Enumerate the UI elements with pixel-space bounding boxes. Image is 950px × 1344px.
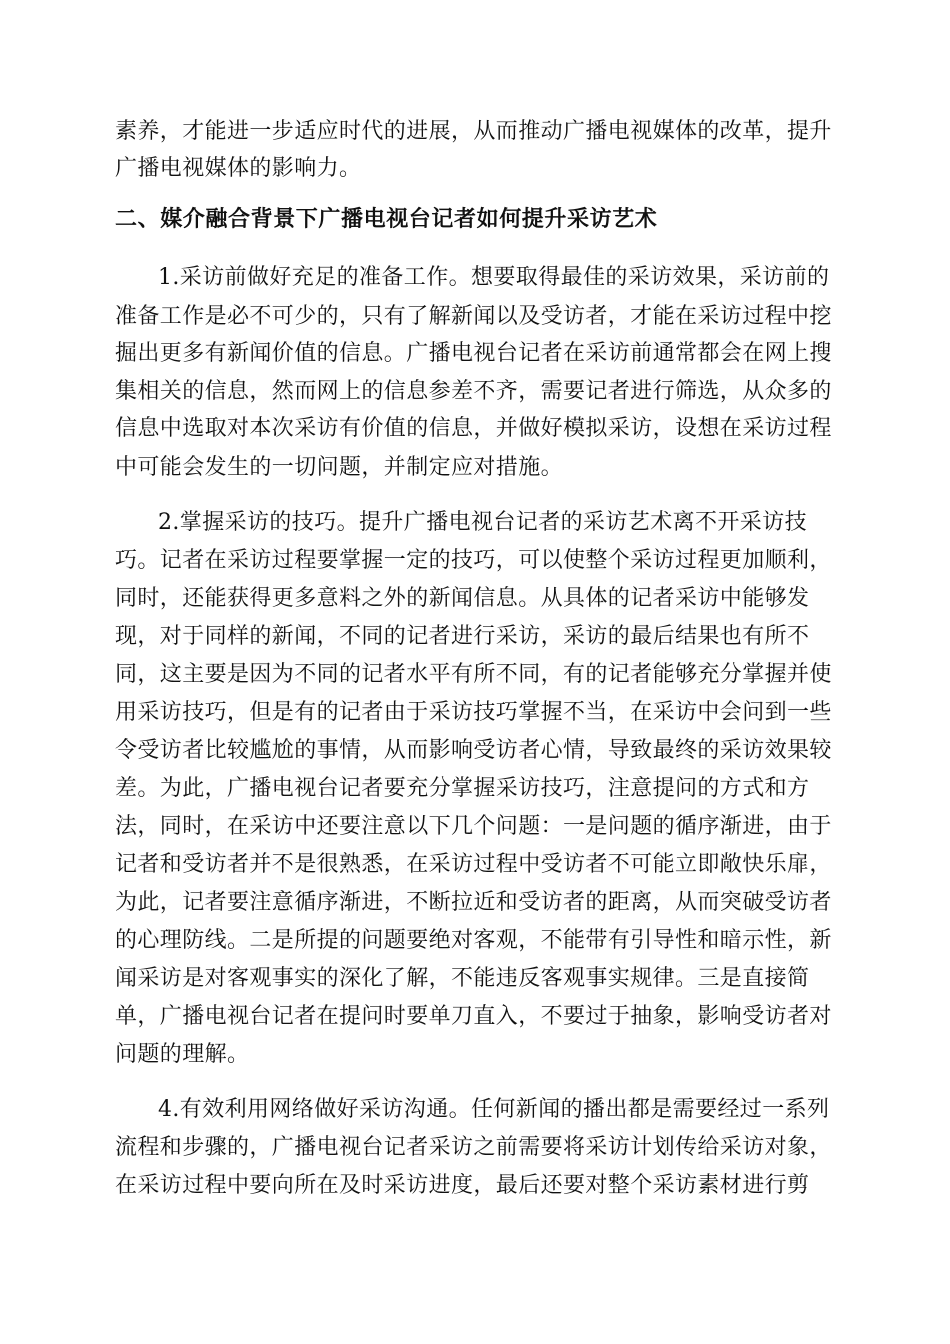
text-line: 现，对于同样的新闻，不同的记者进行采访，采访的最后结果也有所不 [115,624,810,649]
text-line: 同，这主要是因为不同的记者水平有所不同，有的记者能够充分掌握并使 [115,662,832,687]
section-heading: 二、媒介融合背景下广播电视台记者如何提升采访艺术 [115,207,658,232]
text-line: 单，广播电视台记者在提问时要单刀直入，不要过于抽象，影响受访者对 [115,1004,832,1029]
text-line: 信息中选取对本次采访有价值的信息，并做好模拟采访，设想在采访过程 [115,416,832,441]
text-line: 掘出更多有新闻价值的信息。广播电视台记者在采访前通常都会在网上搜 [115,341,832,366]
text-line: 中可能会发生的一切问题，并制定应对措施。 [115,455,564,480]
text-line: 巧。记者在采访过程要掌握一定的技巧，可以使整个采访过程更加顺利， [115,548,832,573]
text-line: 的心理防线。二是所提的问题要绝对客观，不能带有引导性和暗示性，新 [115,928,832,953]
text-line: 广播电视媒体的影响力。 [115,156,362,181]
text-line: 用采访技巧，但是有的记者由于采访技巧掌握不当，在采访中会问到一些 [115,700,832,725]
text-line: 令受访者比较尴尬的事情，从而影响受访者心情，导致最终的采访效果较 [115,738,832,763]
text-line: 集相关的信息，然而网上的信息参差不齐，需要记者进行筛选，从众多的 [115,379,832,404]
text-line: 记者和受访者并不是很熟悉，在采访过程中受访者不可能立即敞快乐扉， [115,852,832,877]
text-line: 法，同时，在采访中还要注意以下几个问题：一是问题的循序渐进，由于 [115,814,832,839]
text-line: 同时，还能获得更多意料之外的新闻信息。从具体的记者采访中能够发 [115,586,810,611]
text-line: 准备工作是必不可少的，只有了解新闻以及受访者，才能在采访过程中挖 [115,304,832,329]
text-line: 4.有效利用网络做好采访沟通。任何新闻的播出都是需要经过一系列 [158,1097,830,1122]
text-line: 素养，才能进一步适应时代的进展，从而推动广播电视媒体的改革，提升 [115,119,832,144]
text-line: 闻采访是对客观事实的深化了解，不能违反客观事实规律。三是直接简 [115,966,810,991]
text-line: 为此，记者要注意循序渐进，不断拉近和受访者的距离，从而突破受访者 [115,890,832,915]
text-line: 1.采访前做好充足的准备工作。想要取得最佳的采访效果，采访前的 [158,265,830,290]
text-line: 在采访过程中要向所在及时采访进度，最后还要对整个采访素材进行剪 [115,1173,810,1198]
text-line: 差。为此，广播电视台记者要充分掌握采访技巧，注意提问的方式和方 [115,776,810,801]
text-line: 问题的理解。 [115,1042,250,1067]
text-line: 2.掌握采访的技巧。提升广播电视台记者的采访艺术离不开采访技 [158,510,807,535]
text-line: 流程和步骤的，广播电视台记者采访之前需要将采访计划传给采访对象， [115,1135,832,1160]
